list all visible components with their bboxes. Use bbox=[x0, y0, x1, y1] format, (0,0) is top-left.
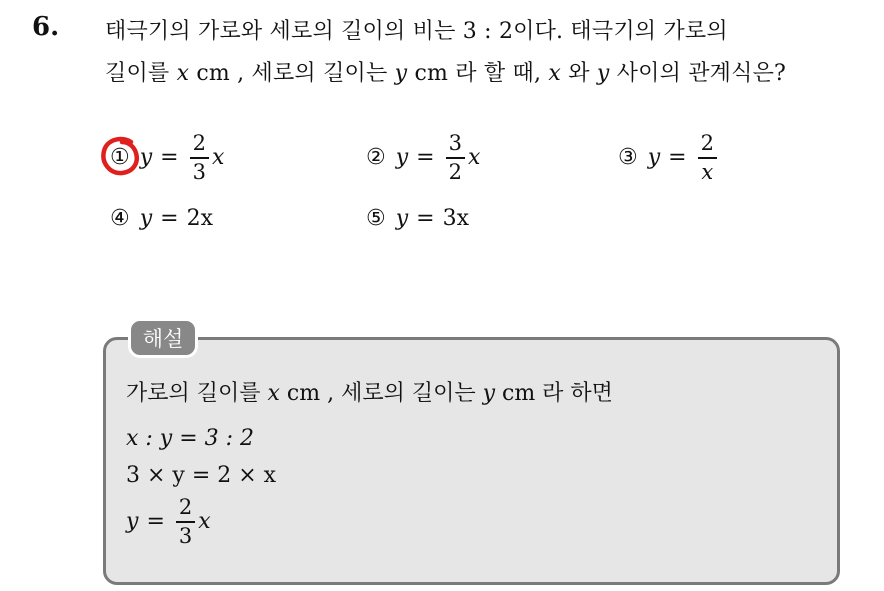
question-text-part: 와 bbox=[561, 61, 597, 86]
choice-number: ① bbox=[110, 145, 130, 171]
fraction bbox=[190, 132, 209, 184]
fraction bbox=[698, 132, 717, 184]
fraction-numerator: 2 bbox=[700, 131, 714, 155]
equals-sign: = bbox=[416, 145, 435, 171]
question-text-part: 길이를 bbox=[105, 61, 177, 86]
fraction-bar bbox=[446, 157, 465, 159]
equals-sign: = bbox=[160, 145, 179, 171]
choice-lhs: y bbox=[395, 145, 409, 171]
fraction-numerator: 3 bbox=[448, 131, 462, 155]
question-text-part: cm 라 할 때, bbox=[407, 61, 549, 86]
equation-lhs: y bbox=[126, 509, 139, 535]
equals-sign: = bbox=[416, 206, 435, 231]
fraction-bar bbox=[176, 521, 195, 523]
choice-tail: x bbox=[211, 145, 225, 171]
fraction-numerator: 2 bbox=[178, 495, 193, 519]
variable-y: y bbox=[596, 61, 610, 86]
choice-lhs: y bbox=[647, 145, 661, 171]
choice-number: ⑤ bbox=[366, 206, 386, 231]
question-text-line-1: 태극기의 가로와 세로의 길이의 비는 3 : 2이다. 태극기의 가로의 bbox=[105, 19, 728, 44]
choice-5[interactable] bbox=[366, 206, 469, 231]
choice-number: ② bbox=[366, 145, 386, 171]
explanation-box bbox=[103, 337, 840, 585]
choice-number: ④ bbox=[110, 206, 130, 231]
choice-number: ③ bbox=[618, 145, 638, 171]
variable-x: x bbox=[548, 61, 561, 86]
fraction-numerator: 2 bbox=[192, 131, 206, 155]
choice-lhs: y bbox=[139, 145, 153, 171]
choice-lhs: y bbox=[139, 206, 153, 231]
variable-x: x bbox=[176, 61, 190, 86]
explanation-equation-2: 3 × y = 2 × x bbox=[126, 463, 277, 488]
question-text-part: cm , 세로의 길이는 bbox=[189, 61, 395, 86]
question-number: 6. bbox=[32, 12, 60, 42]
choice-expression: 3x bbox=[442, 206, 470, 231]
question-text-line-2 bbox=[105, 56, 786, 87]
variable-y: y bbox=[482, 381, 496, 406]
fraction-bar bbox=[698, 157, 717, 159]
fraction-denominator: 2 bbox=[448, 159, 462, 184]
fraction-denominator: x bbox=[701, 159, 714, 184]
explanation-line-1 bbox=[126, 376, 613, 407]
explanation-equation-1: x : y = 3 : 2 bbox=[126, 426, 255, 451]
choice-lhs: y bbox=[395, 206, 409, 231]
choice-tail: x bbox=[467, 145, 481, 171]
fraction bbox=[446, 132, 465, 184]
equals-sign: = bbox=[146, 509, 165, 535]
fraction bbox=[176, 496, 195, 548]
variable-x: x bbox=[267, 381, 280, 406]
explanation-tag: 해설 bbox=[128, 318, 198, 358]
choice-3[interactable] bbox=[618, 132, 720, 184]
question-text-part: 사이의 관계식은? bbox=[609, 61, 787, 86]
choice-2[interactable] bbox=[366, 132, 480, 184]
equals-sign: = bbox=[668, 145, 687, 171]
fraction-denominator: 3 bbox=[192, 159, 206, 184]
fraction-bar bbox=[190, 157, 209, 159]
choice-4[interactable] bbox=[110, 206, 213, 231]
explanation-text-part: 가로의 길이를 bbox=[126, 381, 268, 406]
equals-sign: = bbox=[160, 206, 179, 231]
explanation-text-part: cm 라 하면 bbox=[495, 381, 613, 406]
explanation-text-part: cm , 세로의 길이는 bbox=[279, 381, 483, 406]
answer-circle-mark bbox=[98, 133, 144, 179]
equation-tail: x bbox=[198, 509, 211, 535]
variable-y: y bbox=[394, 61, 408, 86]
fraction-denominator: 3 bbox=[178, 523, 193, 548]
explanation-equation-3 bbox=[126, 496, 211, 548]
choice-expression: 2x bbox=[186, 206, 214, 231]
